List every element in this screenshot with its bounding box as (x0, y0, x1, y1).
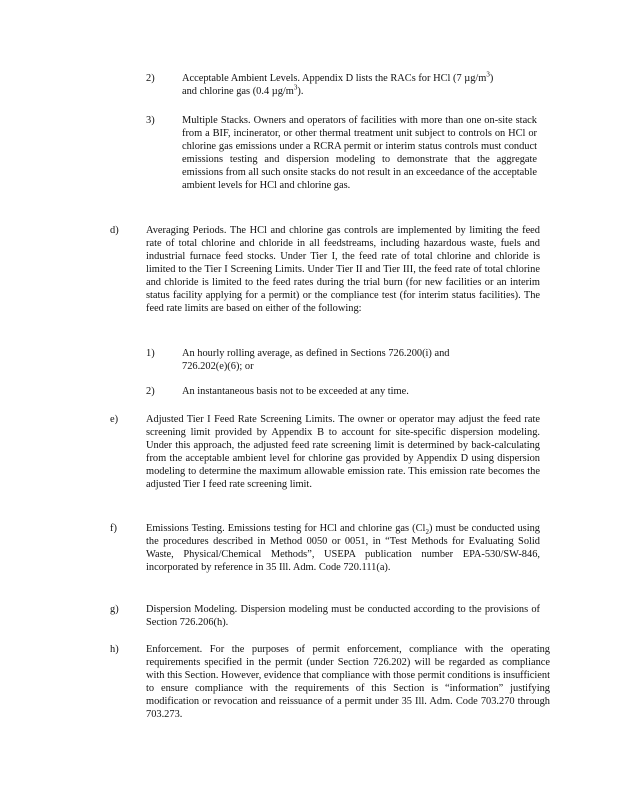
item-text (146, 224, 540, 315)
superscript: 3 (486, 70, 490, 79)
item-text (146, 643, 550, 721)
item-text (146, 522, 540, 574)
averaging-periods-paragraph: Averaging Periods. The HCl and chlorine gas controls are implemented by limiting the feed rate of total chlorine and chloride in all feedstreams, including hazardous waste, fuels and industrial furnace feed stocks. Under Tier I, the feed rate of total chlorine and chloride is limited to the Tier I Screening Limits. Under Tier II and Tier III, the feed rate of total chlorine and chloride is limited to the feed rates during the trial burn (for new facilities or an interim status facility applying for a permit) or the compliance test (for interim status facilities). The feed rate limits are based on either of the following: (146, 225, 540, 314)
dispersion-modeling-paragraph: Dispersion Modeling. Dispersion modeling must be conducted according to the provisions of Section 726.206(h). (146, 604, 540, 628)
item-text (146, 603, 540, 629)
item-text (182, 385, 537, 398)
enforcement-paragraph: Enforcement. For the purposes of permit enforcement, compliance with the operating requirements specified in the permit (under Section 726.202) will be regarded as compliance with this Section. However, evidence that compliance with those permit conditions is insufficient to ensure compliance with the requirements of this Section is “information” justifying modification or revocation and reissuance of a permit under 35 Ill. Adm. Code 703.270 through 703.273. (146, 644, 550, 720)
acceptable-levels-line2: and chlorine gas (0.4 µg/m (182, 86, 294, 97)
paren: ). (297, 86, 304, 97)
subscript: 2 (425, 528, 429, 537)
item-text (182, 347, 482, 373)
superscript: 3 (293, 83, 298, 92)
multiple-stacks-paragraph: Multiple Stacks. Owners and operators of facilities with more than one on-site stack from a BIF, incinerator, or other thermal treatment unit subject to controls on HCl or chlorine gas emissions under a RCRA permit or interim status controls must conduct emissions testing and dispersion modeling to demonstrate that the aggregate emissions from all such onsite stacks do not result in an exceedance of the acceptable ambient levels for HCl and chlorine gas. (182, 115, 537, 191)
item-text (182, 114, 537, 192)
item-label: e) (110, 414, 119, 425)
item-label: 2) (146, 386, 155, 397)
item-label: d) (110, 225, 119, 236)
hourly-rolling-average: An hourly rolling average, as defined in Sections 726.200(i) and 726.202(e)(6); or (182, 348, 450, 372)
item-label: f) (110, 523, 117, 534)
adjusted-tier-i-paragraph: Adjusted Tier I Feed Rate Screening Limits. The owner or operator may adjust the feed rate screening limit provided by Appendix B to account for site-specific dispersion modeling. Under this approach, the adjusted feed rate screening limit is determined by back-calculating from the acceptable ambient level for chlorine gas provided by Appendix D using dispersion modeling to determine the maximum allowable emission rate. This emission rate becomes the adjusted Tier I feed rate screening limit. (146, 414, 540, 490)
item-label: g) (110, 604, 119, 615)
acceptable-levels-line1: Acceptable Ambient Levels. Appendix D lists the RACs for HCl (7 µg/m (182, 73, 487, 84)
instantaneous-basis: An instantaneous basis not to be exceeded at any time. (182, 386, 409, 397)
item-label: h) (110, 644, 119, 655)
paren: ) (489, 73, 494, 84)
emissions-testing-text: Emissions Testing. Emissions testing for HCl and chlorine gas (Cl (146, 523, 426, 534)
item-text (182, 72, 537, 98)
emissions-testing-text-cont: ) must be conducted using the procedures described in Method 0050 or 0051, in “Test Methods for Evaluating Solid Waste, Physical/Chemical Methods”, USEPA publication number EPA-530/SW-846, incorporated by reference in 35 Ill. Adm. Code 720.111(a). (146, 523, 540, 573)
item-label: 2) (146, 73, 155, 84)
item-label: 3) (146, 115, 155, 126)
item-label: 1) (146, 348, 155, 359)
item-text (146, 413, 540, 491)
